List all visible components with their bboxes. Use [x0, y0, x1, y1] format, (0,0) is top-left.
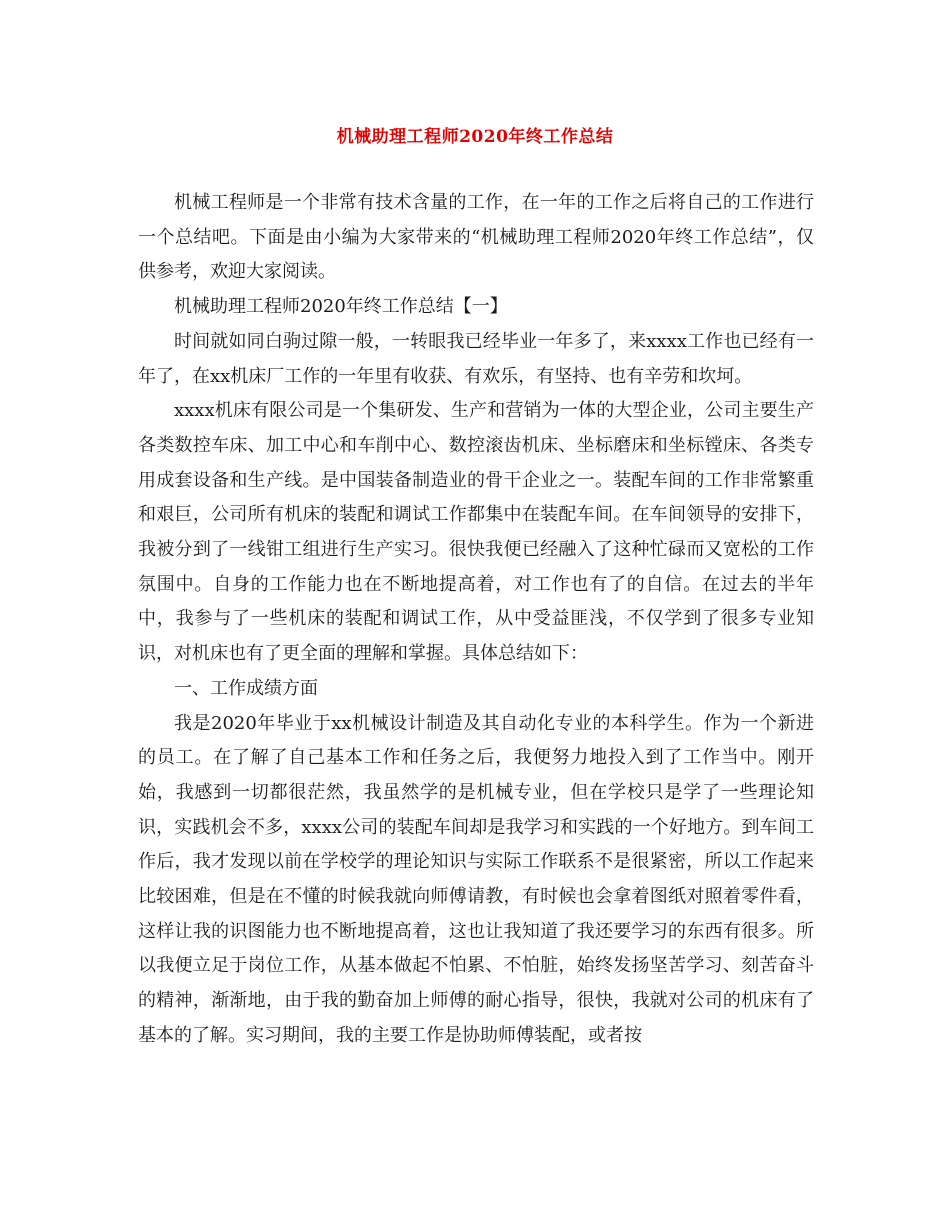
paragraph-intro: 机械工程师是一个非常有技术含量的工作，在一年的工作之后将自己的工作进行一个总结吧。下面是由小编为大家带来的“机械助理工程师2020年终工作总结”，仅供参考，欢迎大家阅读。 [138, 192, 814, 283]
paragraph-time: 时间就如同白驹过隙一般，一转眼我已经毕业一年多了，来xxxx工作也已经有一年了，在xx机床厂工作的一年里有收获、有欢乐，有坚持、也有辛劳和坎坷。 [138, 330, 814, 387]
section-heading-part-one: 机械助理工程师2020年终工作总结【一】 [174, 296, 508, 318]
document-body [138, 186, 814, 1054]
paragraph-graduate: 我是2020年毕业于xx机械设计制造及其自动化专业的本科学生。作为一个新进的员工。在了解了自己基本工作和任务之后，我便努力地投入到了工作当中。刚开始，我感到一切都很茫然，我虽然学的是机械专业，但在学校只是学了一些理论知识，实践机会不多，xxxx公司的装配车间却是我学习和实践的一个好地方。到车间工作后，我才发现以前在学校学的理论知识与实际工作联系不是很紧密，所以工作起来比较困难，但是在不懂的时候我就向师傅请教，有时候也会拿着图纸对照着零件看，这样让我的识图能力也不断地提高着，这也让我知道了我还要学习的东西有很多。所以我便立足于岗位工作，从基本做起不怕累、不怕脏，始终发扬坚苦学习、刻苦奋斗的精神，渐渐地，由于我的勤奋加上师傅的耐心指导，很快，我就对公司的机床有了基本的了解。实习期间，我的主要工作是协助师傅装配，或者按 [138, 712, 814, 1046]
section-heading-achievements: 一、工作成绩方面 [174, 677, 318, 699]
document-title: 机械助理工程师2020年终工作总结 [336, 127, 614, 147]
paragraph-company: xxxx机床有限公司是一个集研发、生产和营销为一体的大型企业，公司主要生产各类数控车床、加工中心和车削中心、数控滚齿机床、坐标磨床和坐标镗床、各类专用成套设备和生产线。是中国装备制造业的骨干企业之一。装配车间的工作非常繁重和艰巨，公司所有机床的装配和调试工作都集中在装配车间。在车间领导的安排下，我被分到了一线钳工组进行生产实习。很快我便已经融入了这种忙碌而又宽松的工作氛围中。自身的工作能力也在不断地提高着，对工作也有了的自信。在过去的半年中，我参与了一些机床的装配和调试工作，从中受益匪浅，不仅学到了很多专业知识，对机床也有了更全面的理解和掌握。具体总结如下： [138, 400, 814, 665]
